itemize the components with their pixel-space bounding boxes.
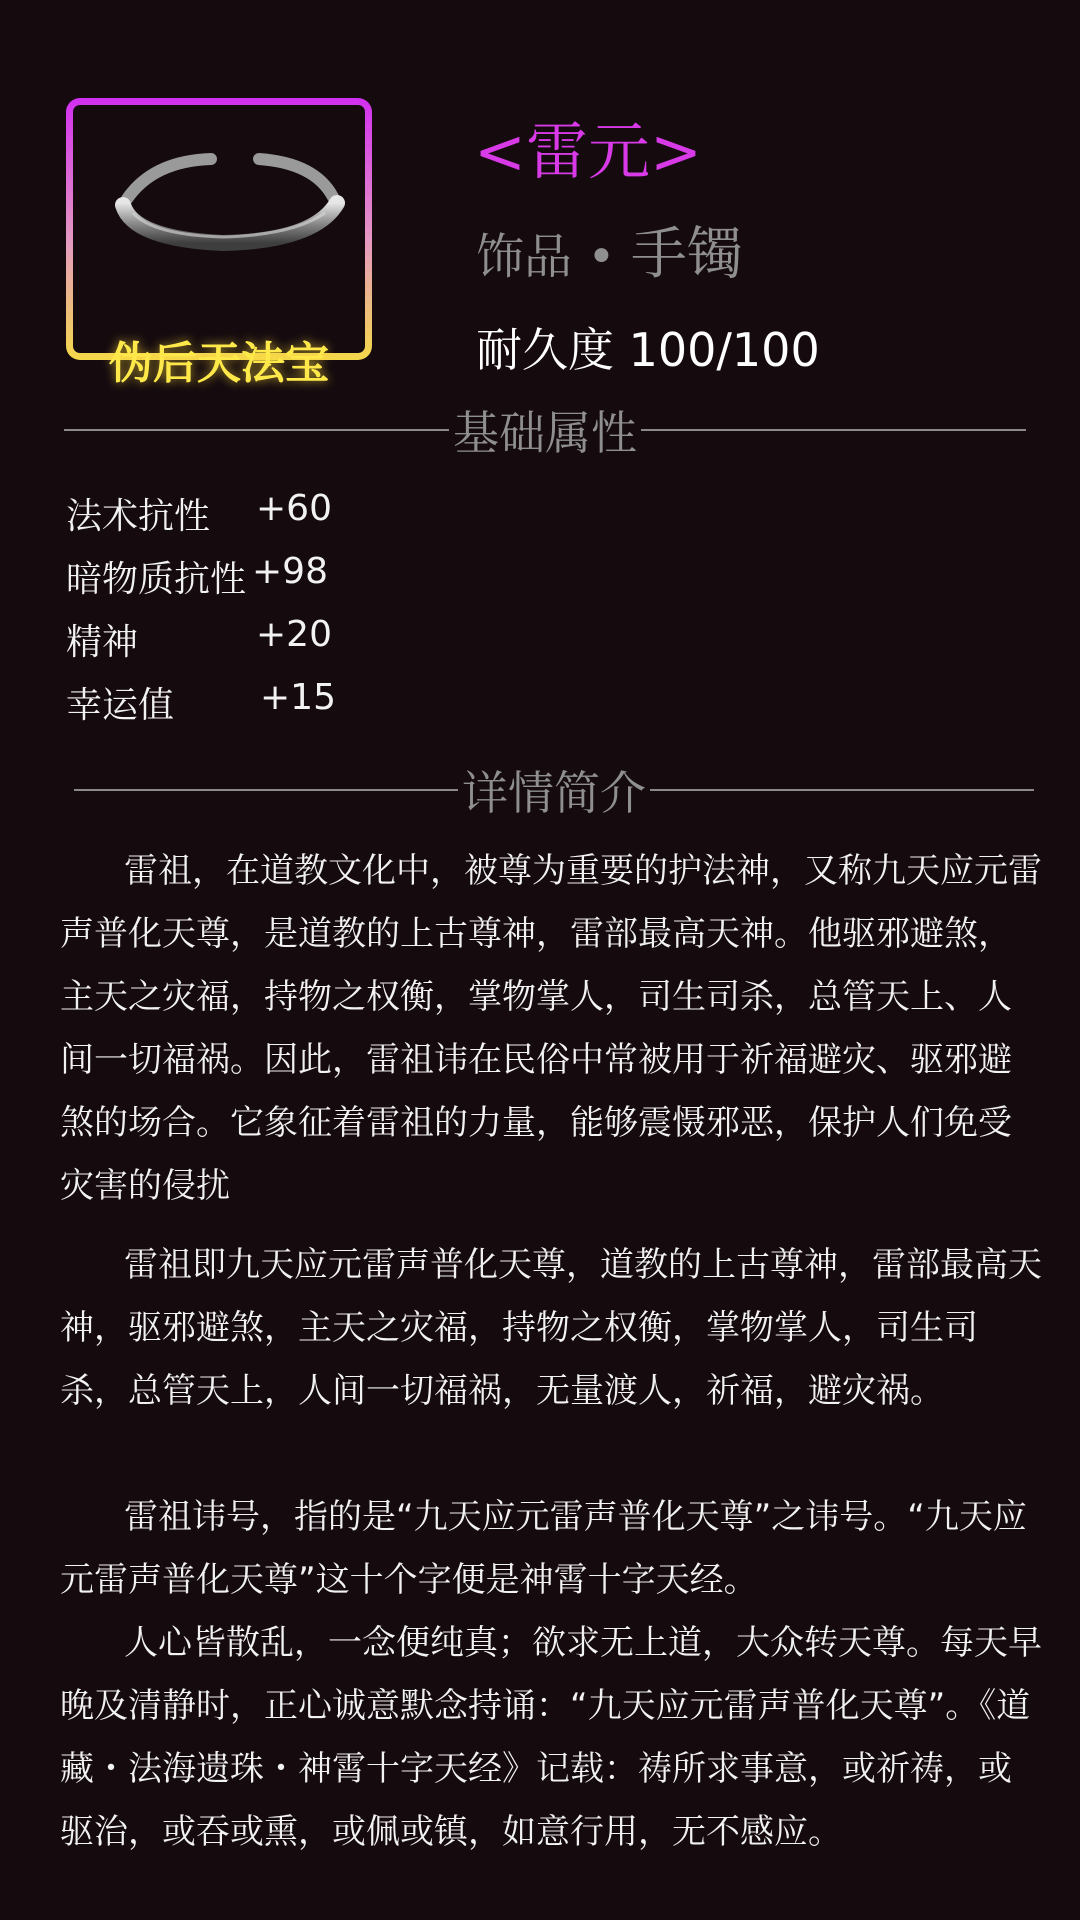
section-title-detail: 详情简介 [462, 766, 646, 820]
item-name: <雷元> [474, 115, 702, 188]
durability-label: 耐久度 100/100 [476, 323, 820, 377]
description-paragraph: 人心皆散乱，一念便纯真；欲求无上道，大众转天尊。每天早晚及清静时，正心诚意默念持诵：“九天应元雷声普化天尊”。《道藏・法海遗珠・神霄十字天经》记载：祷所求事意，或祈祷，或驱治，或吞或熏，或佩或镇，如意行用，无不感应。 [60, 1623, 1042, 1852]
attribute-row [66, 614, 466, 670]
item-subtype: 手镯 [630, 222, 743, 287]
description-paragraph: 雷祖即九天应元雷声普化天尊，道教的上古尊神，雷部最高天神，驱邪避煞，主天之灾福，持物之权衡，掌物掌人，司生司杀，总管天上，人间一切福祸，无量渡人，祈福，避灾祸。 [60, 1245, 1042, 1411]
rank-label: 伪后天法宝 [109, 338, 329, 389]
attribute-value: +60 [256, 488, 332, 529]
attribute-name: 幸运值 [66, 685, 175, 726]
divider-line [650, 789, 1034, 791]
attribute-name: 精神 [66, 622, 139, 663]
section-divider-basic [64, 398, 1026, 462]
item-type [476, 210, 743, 290]
section-divider-detail [74, 758, 1034, 822]
item-category: 饰品 [476, 229, 573, 285]
silver-bangle-icon [93, 143, 353, 263]
attribute-row [66, 488, 466, 544]
divider-line [64, 429, 449, 431]
attribute-row [66, 677, 466, 733]
description-paragraph: 雷祖，在道教文化中，被尊为重要的护法神，又称九天应元雷声普化天尊，是道教的上古尊神，雷部最高天神。他驱邪避煞，主天之灾福，持物之权衡，掌物掌人，司生司杀，总管天上、人间一切福祸。因此，雷祖讳在民俗中常被用于祈福避灾、驱邪避煞的场合。它象征着雷祖的力量，能够震慑邪恶，保护人们免受灾害的侵扰 [60, 851, 1042, 1206]
attribute-value: +15 [260, 677, 336, 718]
item-icon-frame [66, 98, 372, 389]
type-separator: • [587, 229, 616, 285]
description-paragraph: 雷祖讳号，指的是“九天应元雷声普化天尊”之讳号。“九天应元雷声普化天尊”这十个字便是神霄十字天经。 [60, 1497, 1027, 1600]
section-title-basic: 基础属性 [453, 406, 637, 460]
attribute-name: 法术抗性 [66, 496, 211, 537]
attribute-row [66, 551, 466, 607]
divider-line [74, 789, 458, 791]
divider-line [641, 429, 1026, 431]
attribute-value: +98 [252, 551, 328, 592]
attribute-value: +20 [256, 614, 332, 655]
attribute-name: 暗物质抗性 [66, 559, 247, 600]
